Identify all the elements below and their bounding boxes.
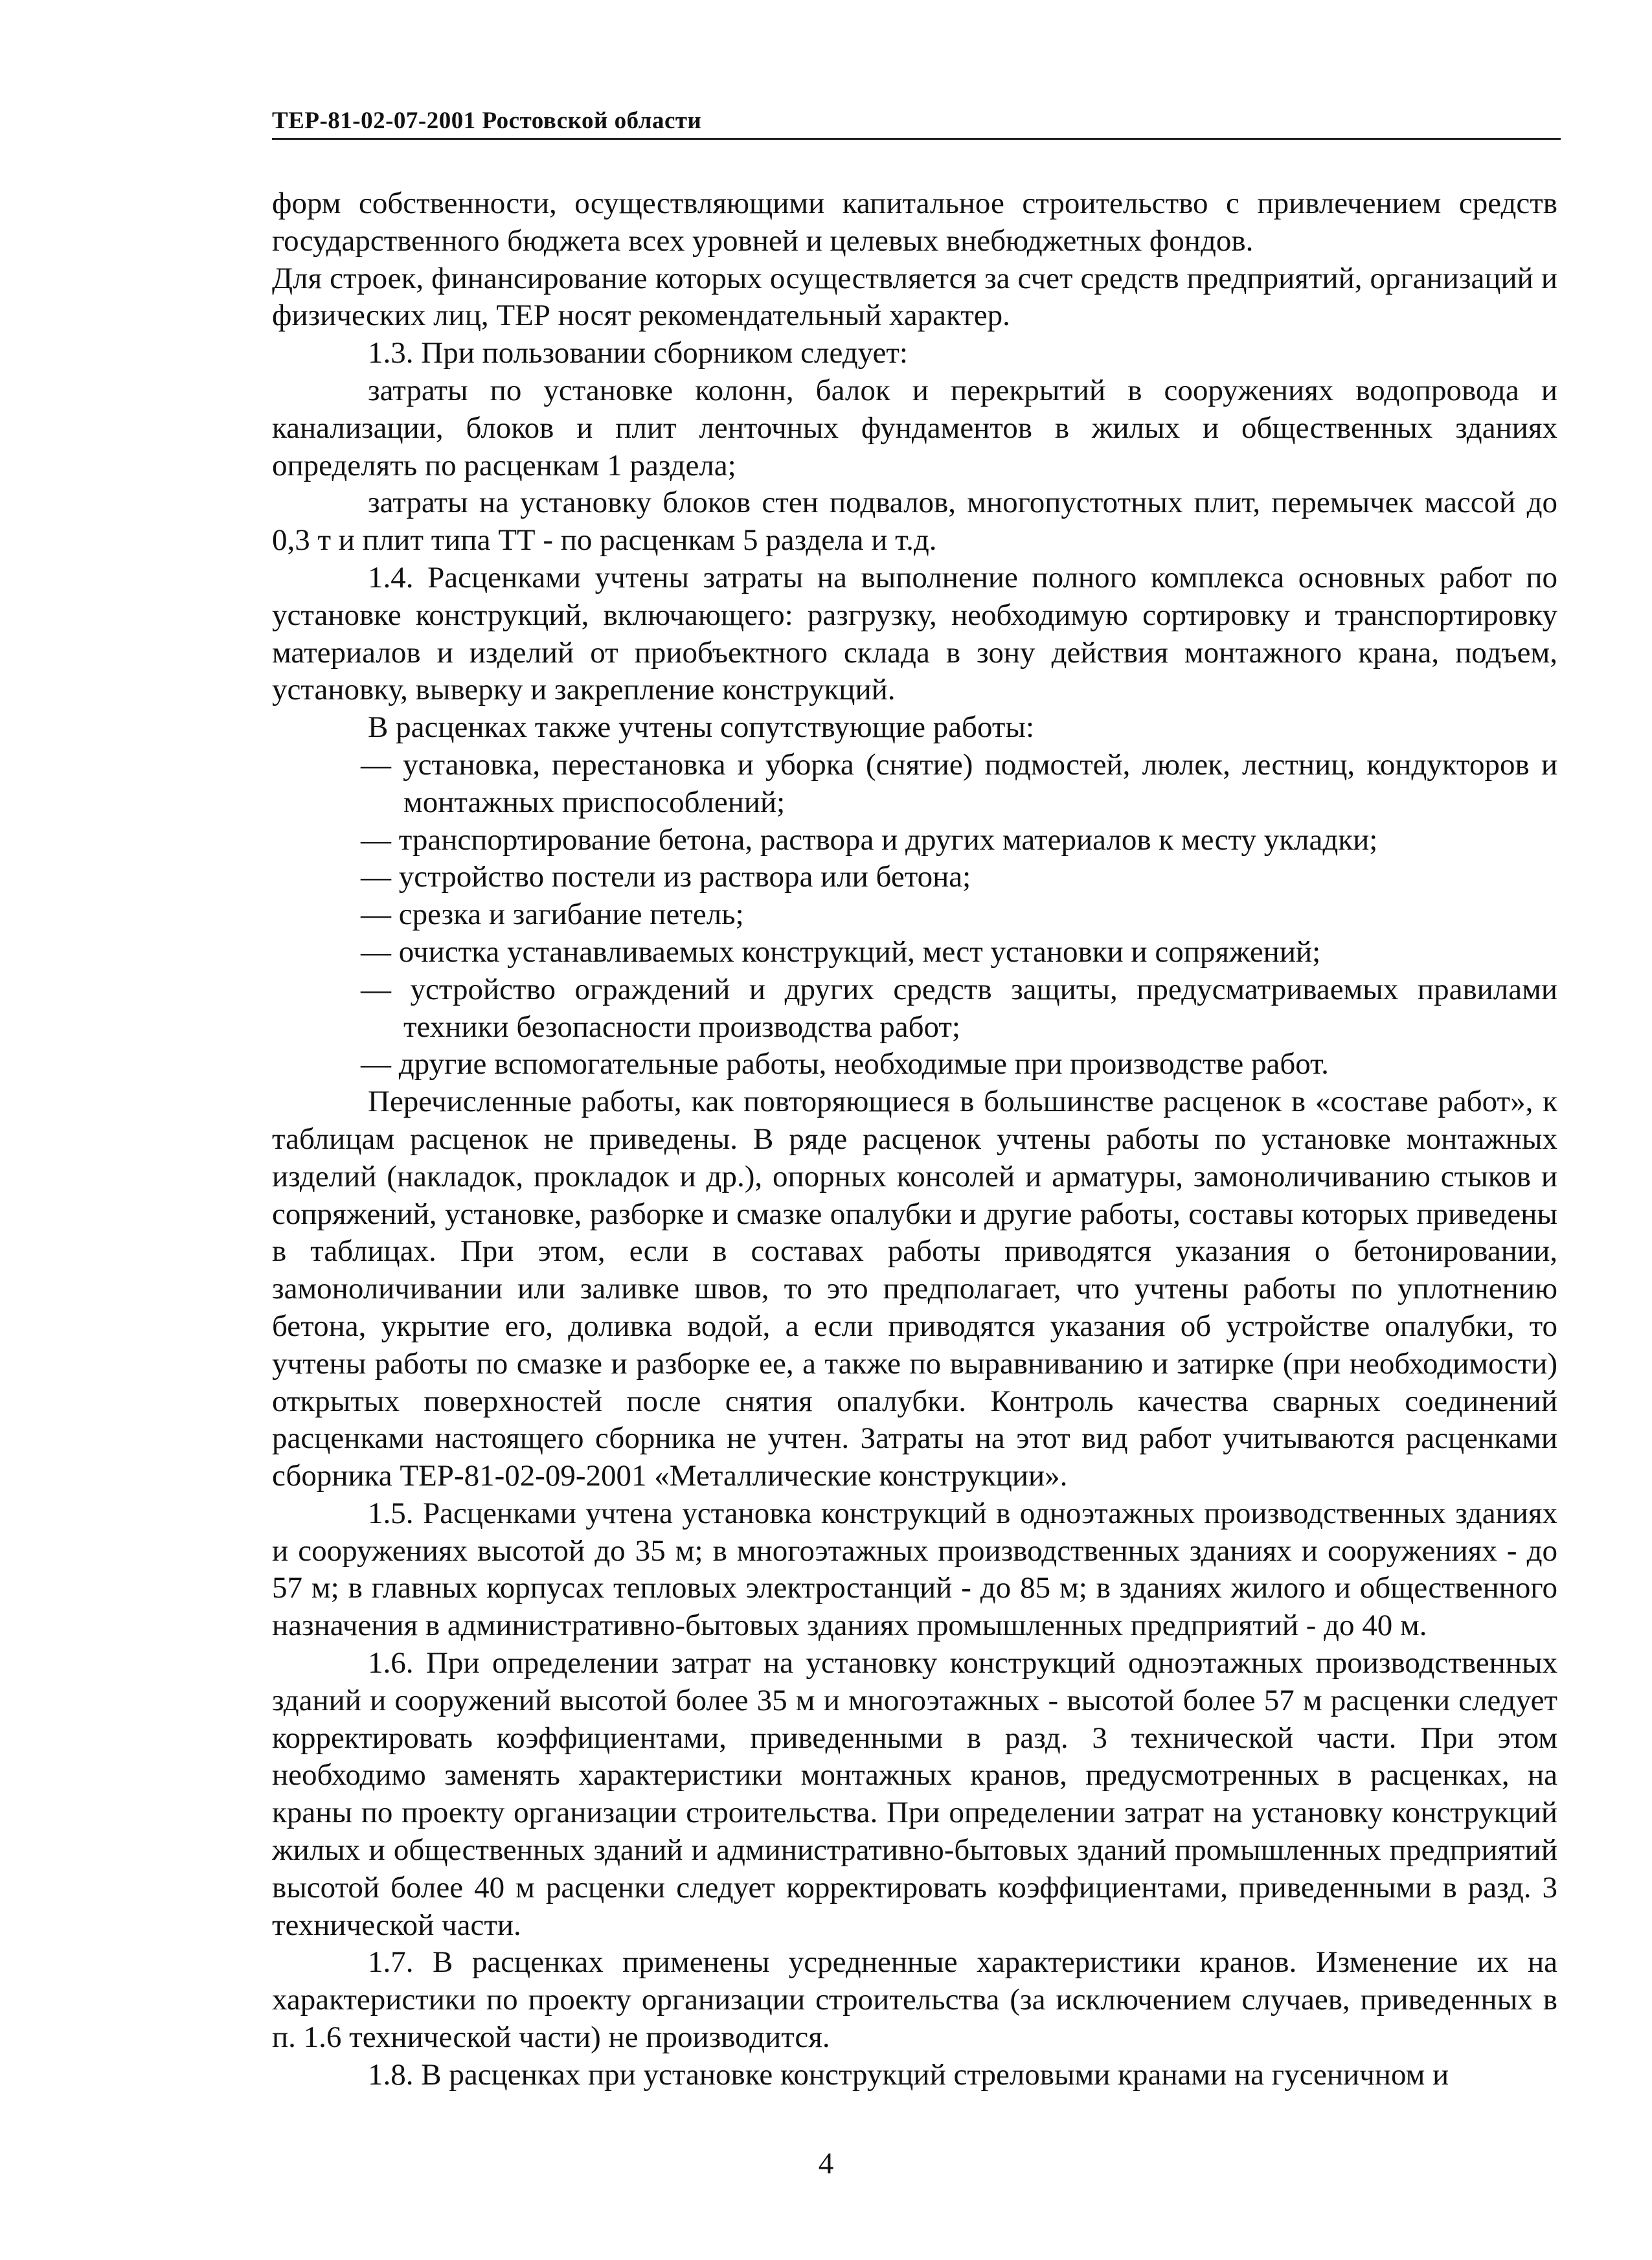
list-item: — срезка и загибание петель; — [361, 898, 744, 932]
list-item: — устройство постели из раствора или бетона; — [361, 860, 971, 894]
paragraph-1-3-columns: затраты по установке колонн, балок и перекрытий в сооружениях водопровода и канализации, блоков и плит ленточных фундаментов в жилых и общественных зданиях определять по расценкам 1 раздела; — [272, 373, 1557, 482]
paragraph-1-8: 1.8. В расценках при установке конструкций стреловыми кранами на гусеничном и — [368, 2057, 1449, 2092]
paragraph-1-4: 1.4. Расценками учтены затраты на выполнение полного комплекса основных работ по установке конструкций, включающего: разгрузку, необходимую сортировку и транспортировку материалов и изделий от приобъектного склада в зону действия монтажного крана, подъем, установку, выверку и закрепление конструкций. — [272, 560, 1557, 707]
list-item: — транспортирование бетона, раствора и других материалов к месту укладки; — [361, 822, 1378, 857]
paragraph-funding-sources: форм собственности, осуществляющими капитальное строительство с привлечением средств государственного бюджета всех уровней и целевых внебюджетных фондов. — [272, 186, 1557, 258]
list-item: — другие вспомогательные работы, необходимые при производстве работ. — [361, 1047, 1329, 1081]
paragraph-listed-works: Перечисленные работы, как повторяющиеся в большинстве расценок в «составе работ», к таблицам расценок не приведены. В ряде расценок учтены работы по установке монтажных изделий (накладок, прокладок и др.), опорных консолей и арматуры, замоноличиванию стыков и сопряжений, установке, разборке и смазке опалубки и другие работы, составы которых приведены в таблицах. При этом, если в составах работы приводятся указания о бетонировании, замоноличивании или заливке швов, то это предполагает, что учтены работы по уплотнению бетона, укрытие его, доливка водой, а если приводятся указания об устройстве опалубки, то учтены работы по смазке и разборке ее, а также по выравниванию и затирке (при необходимости) открытых поверхностей после снятия опалубки. Контроль качества сварных соединений расценками настоящего сборника не учтен. Затраты на этот вид работ учитываются расценками сборника ТЕР-81-02-09-2001 «Металлические конструкции». — [272, 1085, 1557, 1493]
paragraph-1-6: 1.6. При определении затрат на установку конструкций одноэтажных производственных зданий и сооружений высотой более 35 м и многоэтажных - высотой более 57 м расценки следует корректировать коэффициентами, приведенными в разд. 3 технической части. При этом необходимо заменять характеристики монтажных кранов, предусмотренных в расценках, на краны по проекту организации строительства. При определении затрат на установку конструкций жилых и общественных зданий и административно-бытовых зданий промышленных предприятий высотой более 40 м расценки следует корректировать коэффициентами, приведенными в разд. 3 технической части. — [272, 1646, 1557, 1942]
document-title: ТЕР-81-02-07-2001 Ростовской области — [272, 107, 702, 134]
paragraph-1-7: 1.7. В расценках применены усредненные характеристики кранов. Изменение их на характеристики по проекту организации строительства (за исключением случаев, приведенных в п. 1.6 технической части) не производится. — [272, 1945, 1557, 2055]
paragraph-1-3-blocks: затраты на установку блоков стен подвалов, многопустотных плит, перемычек массой до 0,3 т и плит типа ТТ - по расценкам 5 раздела и т.д. — [272, 486, 1557, 558]
document-body — [272, 185, 1557, 2094]
list-item: — установка, перестановка и уборка (снятие) подмостей, люлек, лестниц, кондукторов и монтажных приспособлений; — [361, 747, 1557, 819]
document-header — [272, 107, 1561, 140]
page-number: 4 — [818, 2147, 834, 2180]
paragraph-recommendation: Для строек, финансирование которых осуществляется за счет средств предприятий, организаций и физических лиц, ТЕР носят рекомендательный характер. — [272, 261, 1557, 333]
paragraph-related-works: В расценках также учтены сопутствующие работы: — [368, 710, 1035, 745]
list-item: — очистка устанавливаемых конструкций, мест установки и сопряжений; — [361, 934, 1321, 969]
paragraph-1-3: 1.3. При пользовании сборником следует: — [368, 336, 908, 370]
list-item: — устройство ограждений и других средств защиты, предусматриваемых правилами техники безопасности производства работ; — [361, 972, 1557, 1044]
paragraph-1-5: 1.5. Расценками учтена установка конструкций в одноэтажных производственных зданиях и сооружениях высотой до 35 м; в многоэтажных производственных зданиях и сооружениях - до 57 м; в главных корпусах тепловых электростанций - до 85 м; в зданиях жилого и общественного назначения в административно-бытовых зданиях промышленных предприятий - до 40 м. — [272, 1496, 1557, 1643]
